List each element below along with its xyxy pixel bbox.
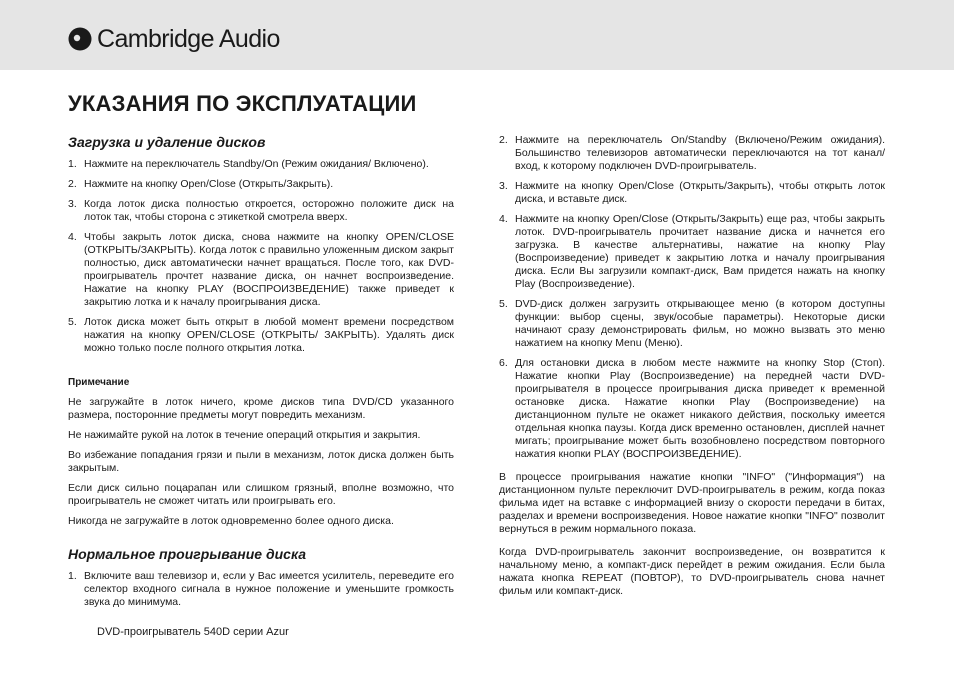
brand-logo — [68, 22, 280, 56]
list-item-text: Нажмите на переключатель On/Standby (Включено/Режим ожидания). Большинство телевизоров автоматически переключаются на тот канал/вход, к которому подключен DVD-проигрыватель. — [515, 134, 885, 172]
list-item — [68, 570, 454, 609]
list-item-number: 1. — [68, 570, 77, 582]
list-item-text: Нажмите на переключатель Standby/On (Режим ожидания/ Включено). — [84, 158, 429, 170]
list-item — [499, 180, 885, 206]
list-item-number: 5. — [68, 316, 77, 328]
list-item-number: 4. — [499, 213, 508, 225]
list-item — [499, 357, 885, 461]
list-item-number: 1. — [68, 158, 77, 170]
cambridge-audio-logo-icon — [68, 27, 92, 51]
list-item-text: DVD-диск должен загрузить открывающее меню (в котором доступны функции: выбор сцены, звук/особые параметры). Некоторые диски начинают сразу демонстрировать фильм, но можно вызвать это меню нажатием на кнопку Menu (Меню). — [515, 298, 885, 349]
list-item-text: Нажмите на кнопку Open/Close (Открыть/Закрыть). — [84, 178, 334, 190]
list-item-text: Чтобы закрыть лоток диска, снова нажмите на кнопку OPEN/CLOSE (ОТКРЫТЬ/ЗАКРЫТЬ). Когда лоток с правильно уложенным диском закрыт полностью, диск автоматически начнет вращаться. После того, как DVD-проигрыватель прочтет название диска, он начнет воспроизведение. Нажатие на кнопку PLAY (ВОСПРОИЗВЕДЕНИЕ) также приведет к закрытию лотка и к началу проигрывания диска. — [84, 231, 454, 308]
list-item-text: Когда лоток диска полностью откроется, осторожно положите диск на лоток так, чтобы сторона с этикеткой смотрела вверх. — [84, 198, 454, 223]
section-heading-loading: Загрузка и удаление дисков — [68, 134, 266, 150]
note-paragraph: Во избежание попадания грязи и пыли в механизм, лоток диска должен быть закрытым. — [68, 449, 454, 474]
list-item-text: Лоток диска может быть открыт в любой момент времени посредством нажатия на кнопку OPEN/CLOSE (ОТКРЫТЬ/ ЗАКРЫТЬ). Удалять диск можно только после полного открытия лотка. — [84, 316, 454, 354]
list-item — [68, 178, 454, 191]
list-item-text: Включите ваш телевизор и, если у Вас имеется усилитель, переведите его селектор входного сигнала в нужное положение и уменьшите громкость звука до минимума. — [84, 570, 454, 608]
list-item — [68, 231, 454, 309]
list-item-number: 3. — [499, 180, 508, 192]
list-item-number: 5. — [499, 298, 508, 310]
list-item-number: 2. — [499, 134, 508, 146]
playback-steps-continued-list — [499, 134, 885, 461]
list-item — [499, 298, 885, 350]
list-item-text: Нажмите на кнопку Open/Close (Открыть/Закрыть), чтобы открыть лоток диска, и вставьте диск. — [515, 180, 885, 205]
list-item — [499, 134, 885, 173]
page-title: УКАЗАНИЯ ПО ЭКСПЛУАТАЦИИ — [68, 91, 417, 116]
list-item-number: 4. — [68, 231, 77, 243]
list-item-text: Нажмите на кнопку Open/Close (Открыть/Закрыть) еще раз, чтобы закрыть лоток. DVD-проигрыватель прочитает название диска и начнется его загрузка. В качестве альтернативы, нажатие на кнопку Play (Воспроизведение) приведет к закрытию лотка и началу проигрывания диска. Если Вы загрузили компакт-диск, Вам придется нажать на кнопку Play (Воспроизведение). — [515, 213, 885, 290]
list-item — [68, 316, 454, 355]
list-item — [68, 198, 454, 224]
list-item — [68, 158, 454, 171]
end-playback-paragraph: Когда DVD-проигрыватель закончит воспроизведение, он возвратится к начальному меню, а компакт-диск перейдет в режим ожидания. Если была нажата кнопка REPEAT (ПОВТОР), то DVD-проигрыватель снова начнет фильм или компакт-диск. — [499, 546, 885, 597]
list-item-number: 2. — [68, 178, 77, 190]
list-item-number: 3. — [68, 198, 77, 210]
list-item — [499, 213, 885, 291]
right-column — [499, 134, 885, 605]
left-column — [68, 134, 454, 616]
playback-steps-list — [68, 570, 454, 609]
footer-text: DVD-проигрыватель 540D серии Azur — [97, 626, 289, 638]
logo-text: Cambridge Audio — [97, 24, 280, 53]
list-item-number: 6. — [499, 357, 508, 369]
note-paragraph: Если диск сильно поцарапан или слишком грязный, вполне возможно, что проигрыватель не сможет читать или проигрывать его. — [68, 482, 454, 507]
header-band — [0, 0, 954, 70]
loading-steps-list — [68, 158, 454, 355]
list-item-text: Для остановки диска в любом месте нажмите на кнопку Stop (Стоп). Нажатие кнопки Play (Воспроизведение) на передней части DVD-проигрывателя в процессе проигрывания диска приведет к временной остановке диска. Нажатие кнопки Play (Воспроизведение) на дистанционном пульте не окажет никакого действия, поскольку имеется отдельная кнопка паузы. Когда диск временно остановлен, дисплей начнет мигать; проигрывание может быть возобновлено посредством повторного нажатия кнопки PLAY (ВОСПРОИЗВЕДЕНИЕ). — [515, 357, 885, 460]
note-paragraph: Не загружайте в лоток ничего, кроме дисков типа DVD/CD указанного размера, посторонние предметы могут повредить механизм. — [68, 396, 454, 421]
info-paragraph: В процессе проигрывания нажатие кнопки "INFO" ("Информация") на дистанционном пульте переключит DVD-проигрыватель в режим, когда показ фильма идет на вставке с информацией внизу о скорости передачи в битах, разделах и времени воспроизведения. Новое нажатие кнопки "INFO" позволит вернуться в режим нормального показа. — [499, 471, 885, 535]
note-heading: Примечание — [68, 377, 130, 388]
note-paragraph: Никогда не загружайте в лоток одновременно более одного диска. — [68, 515, 394, 527]
section-heading-playback: Нормальное проигрывание диска — [68, 546, 307, 562]
note-paragraph: Не нажимайте рукой на лоток в течение операций открытия и закрытия. — [68, 429, 421, 441]
